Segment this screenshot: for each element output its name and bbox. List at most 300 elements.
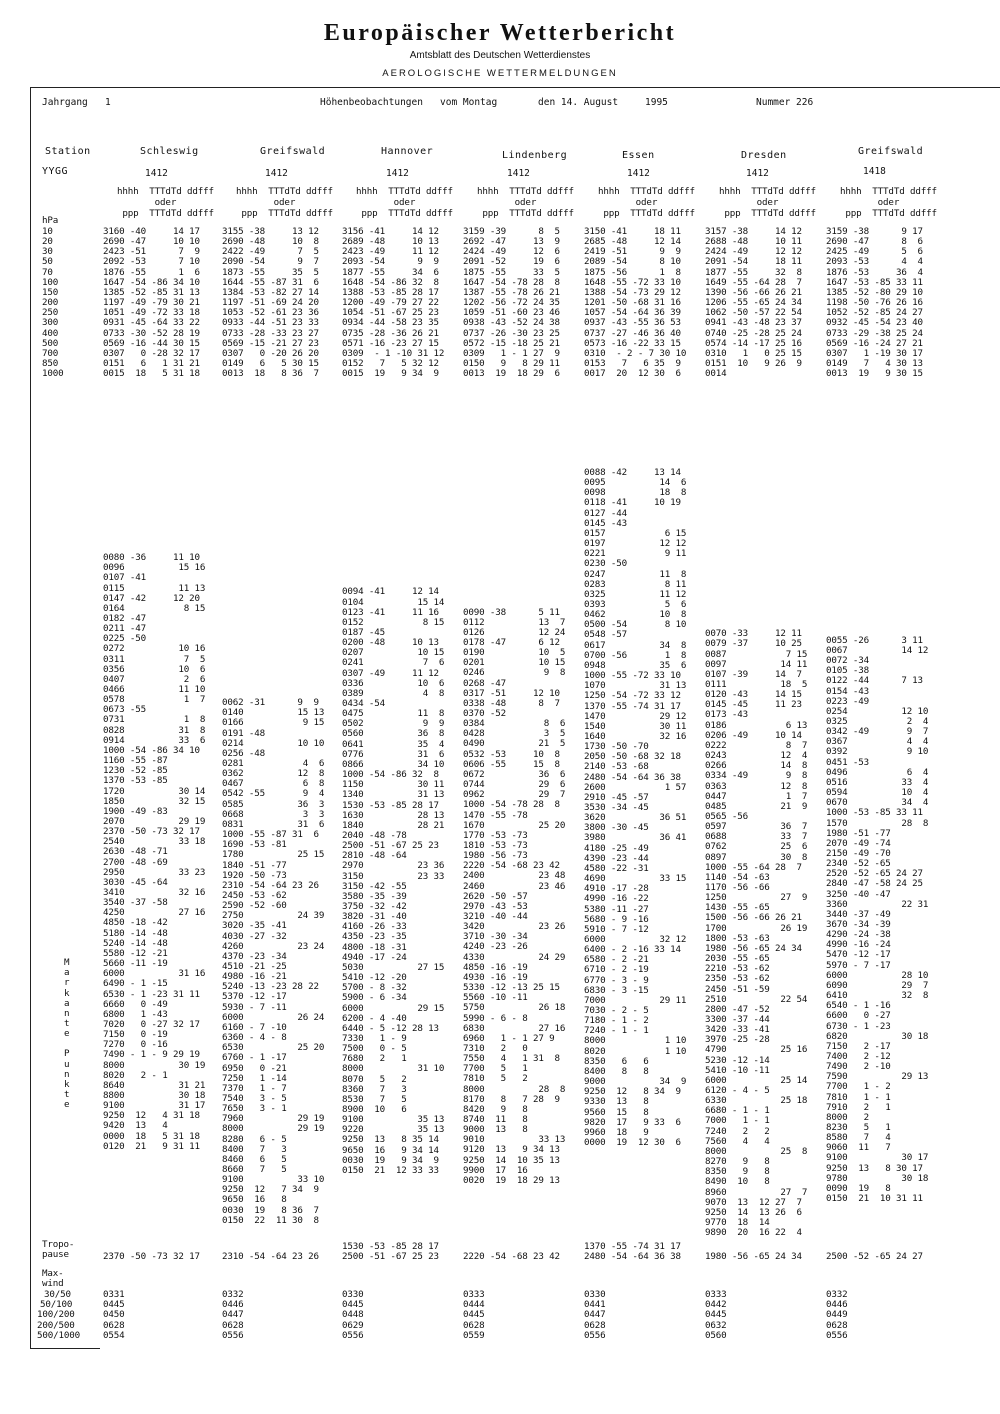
- pressure-level-label: 200: [42, 297, 59, 309]
- column-header: hhhh TTTdTd ddfff: [477, 186, 574, 197]
- tropopause-value: 2310 -54 -64 23 26: [222, 1251, 319, 1262]
- significant-point-row: 1850 32 15: [103, 795, 206, 807]
- significant-point-row: 3580 -35 -39: [342, 890, 407, 902]
- max-wind-value: 0628: [826, 1319, 848, 1331]
- significant-point-row: 8000 29 19: [222, 1123, 325, 1135]
- significant-point-row: 0120 -43 14 15: [705, 689, 802, 701]
- significant-point-row: 8360 7 3: [342, 1083, 407, 1095]
- significant-point-row: 0206 -49 10 14: [705, 729, 802, 741]
- significant-point-row: 0030 19 8 36 7: [222, 1204, 319, 1216]
- significant-point-row: 1730 -50 -70: [584, 741, 649, 752]
- significant-point-row: 0072 -34: [826, 655, 870, 666]
- significant-point-row: 6820 30 18: [826, 1030, 929, 1042]
- standard-level-row: 0307 1 -19 30 17: [826, 347, 923, 359]
- standard-level-row: 0310 - 2 - 7 30 10: [584, 347, 687, 359]
- significant-point-row: 6950 0 -21: [222, 1062, 287, 1074]
- standard-level-row: 0938 -43 -52 24 38: [463, 317, 560, 329]
- standard-level-row: 3155 -38 13 12: [222, 226, 319, 237]
- significant-point-row: 0079 -37 10 25: [705, 638, 802, 650]
- significant-points-letter: a: [64, 997, 70, 1009]
- standard-level-row: 1876 -53 36 4: [826, 266, 923, 278]
- significant-point-row: 2210 -53 -62: [705, 963, 770, 975]
- station-name: Greifswald: [858, 146, 924, 157]
- significant-point-row: 4240 -23 -26: [463, 941, 528, 953]
- significant-point-row: 2510 22 54: [705, 993, 808, 1005]
- significant-point-row: 0776 31 6: [342, 748, 445, 760]
- significant-point-row: 6580 - 2 -21: [584, 954, 649, 966]
- bulletin-title: Europäischer Wetterbericht: [323, 20, 677, 46]
- standard-level-row: 1053 -52 -61 23 36: [222, 307, 319, 319]
- significant-point-row: 5900 - 6 -34: [342, 992, 407, 1004]
- tropopause-value: 2370 -50 -73 32 17: [103, 1251, 200, 1262]
- standard-level-row: 1062 -50 -57 22 54: [705, 307, 802, 319]
- significant-point-row: 5180 -14 -48: [103, 927, 168, 939]
- significant-point-row: 0281 4 6: [222, 758, 325, 769]
- significant-point-row: 3440 -37 -49: [826, 908, 891, 920]
- significant-point-row: 3020 -35 -41: [222, 920, 287, 932]
- significant-points-letter: e: [64, 1099, 70, 1111]
- significant-point-row: 0221 9 11: [584, 548, 687, 560]
- significant-point-row: 0428 3 5: [463, 728, 566, 740]
- standard-level-row: 3160 -40 14 17: [103, 226, 200, 237]
- standard-level-row: 0737 -26 -30 23 25: [463, 327, 560, 339]
- significant-point-row: 6200 - 4 -40: [342, 1012, 407, 1024]
- significant-point-row: 1000 -55 -64 28 7: [705, 861, 802, 873]
- significant-point-row: 6760 - 1 -17: [222, 1052, 287, 1064]
- significant-point-row: 7960 29 19: [222, 1113, 325, 1125]
- significant-point-row: 1230 -52 -85: [103, 765, 168, 777]
- significant-point-row: 1670 25 20: [463, 819, 566, 831]
- column-header: hhhh TTTdTd ddfff: [719, 186, 816, 197]
- significant-point-row: 4250 27 16: [103, 907, 206, 919]
- significant-point-row: 1140 -54 -63: [705, 871, 770, 883]
- standard-level-row: 0574 -14 -17 25 16: [705, 337, 802, 349]
- significant-point-row: 0565 -56: [705, 810, 749, 822]
- pressure-level-label: 500: [42, 337, 59, 349]
- standard-level-row: 0572 -15 -18 25 21: [463, 337, 560, 349]
- significant-points-letter: e: [64, 1028, 70, 1039]
- significant-point-row: 2540 33 18: [103, 836, 206, 848]
- significant-point-row: 0105 -38: [826, 665, 870, 677]
- significant-point-row: 7030 - 2 - 5: [584, 1005, 649, 1016]
- standard-level-row: 0149 7 4 30 13: [826, 358, 923, 369]
- significant-point-row: 0617 34 8: [584, 639, 687, 651]
- significant-point-row: 0392 9 10: [826, 746, 929, 758]
- significant-point-row: 0211 -47: [103, 623, 147, 634]
- significant-point-row: 6490 - 1 -15: [103, 978, 168, 990]
- significant-point-row: 6530 - 1 -23 31 11: [103, 988, 200, 1000]
- significant-point-row: 2480 -54 -64 36 38: [584, 771, 681, 783]
- tropopause-value: 2480 -54 -64 36 38: [584, 1251, 681, 1263]
- significant-point-row: 8000 28 8: [463, 1083, 566, 1095]
- significant-point-row: 8580 7 4: [826, 1132, 891, 1144]
- significant-point-row: 6530 25 20: [222, 1042, 325, 1054]
- significant-point-row: 0207 10 15: [342, 647, 445, 659]
- significant-point-row: 2800 -47 -52: [705, 1003, 770, 1015]
- significant-point-row: 3360 22 31: [826, 898, 929, 910]
- significant-point-row: 7250 1 -14: [222, 1072, 287, 1084]
- significant-point-row: 7240 - 1 - 1: [584, 1025, 649, 1037]
- weekday-label: vom Montag: [440, 97, 498, 108]
- significant-point-row: 2910 -45 -57: [584, 791, 649, 803]
- significant-point-row: 2040 -48 -78: [342, 829, 407, 841]
- significant-point-row: 0700 -56 1 8: [584, 649, 687, 661]
- standard-level-row: 2690 -48 10 8: [222, 236, 319, 248]
- significant-point-row: 6000 28 10: [826, 969, 929, 981]
- pressure-level-label: 250: [42, 307, 59, 319]
- standard-level-row: 0309 - 1 -10 31 12: [342, 347, 445, 359]
- significant-point-row: 2350 -53 -62: [705, 973, 770, 985]
- significant-point-row: 9420 13 4: [103, 1120, 168, 1132]
- significant-point-row: 0096 15 16: [103, 562, 206, 574]
- standard-level-row: 2424 -49 12 12: [705, 246, 802, 258]
- significant-point-row: 2810 -48 -64: [342, 850, 407, 862]
- pressure-level-label: 20: [42, 236, 53, 248]
- significant-point-row: 1160 -55 -87: [103, 755, 168, 766]
- significant-point-row: 0088 -42 13 14: [584, 467, 681, 478]
- significant-point-row: 9100 30 17: [826, 1152, 929, 1164]
- significant-point-row: 3410 32 16: [103, 887, 206, 898]
- significant-point-row: 6400 - 2 -16 33 14: [584, 944, 681, 955]
- significant-point-row: 0594 10 4: [826, 787, 929, 798]
- significant-point-row: 2070 29 19: [103, 815, 206, 827]
- standard-level-row: 1877 -55 34 6: [342, 266, 439, 278]
- significant-point-row: 3210 -40 -44: [463, 911, 528, 922]
- standard-level-row: 0149 6 5 30 15: [222, 358, 319, 369]
- significant-point-row: 4940 -17 -24: [342, 951, 407, 963]
- standard-level-row: 3159 -39 8 5: [463, 226, 560, 237]
- significant-point-row: 0866 34 10: [342, 758, 445, 770]
- significant-point-row: 1630 28 13: [342, 809, 445, 821]
- significant-point-row: 0542 -55 9 4: [222, 788, 325, 800]
- wind-layer-label: 50/100: [40, 1299, 73, 1311]
- standard-level-row: 0934 -44 -58 23 35: [342, 317, 439, 329]
- significant-point-row: 0112 13 7: [463, 616, 566, 628]
- standard-level-row: 1388 -53 -85 28 17: [342, 286, 439, 298]
- significant-point-row: 0762 25 6: [705, 841, 808, 853]
- standard-level-row: 3157 -38 14 12: [705, 226, 802, 237]
- tropopause-value: 1530 -53 -85 28 17: [342, 1241, 439, 1252]
- significant-point-row: 6330 25 18: [705, 1095, 808, 1107]
- column-header-oder: oder: [477, 197, 537, 208]
- significant-point-row: 0090 -38 5 11: [463, 606, 560, 618]
- significant-point-row: 8000 1 10: [584, 1035, 687, 1047]
- significant-point-row: 0150 21 10 31 11: [826, 1193, 923, 1204]
- station-yygg: 1412: [507, 168, 530, 179]
- bottom-rule: [30, 1348, 100, 1349]
- standard-level-row: 1390 -56 -66 26 21: [705, 286, 802, 298]
- significant-point-row: 1170 -56 -66: [705, 882, 770, 893]
- significant-point-row: 8350 9 8: [705, 1166, 770, 1178]
- significant-points-letter: P: [64, 1048, 70, 1060]
- significant-point-row: 1690 -53 -81: [222, 839, 287, 851]
- significant-point-row: 0062 -31 9 9: [222, 697, 319, 708]
- standard-level-row: 0569 -15 -21 27 23: [222, 337, 319, 349]
- standard-level-row: 2425 -49 5 6: [826, 246, 923, 258]
- significant-point-row: 0243 12 4: [705, 750, 808, 761]
- significant-point-row: 9770 18 14: [705, 1216, 770, 1228]
- significant-point-row: 0230 -50: [584, 558, 628, 570]
- max-wind-value: 0560: [705, 1329, 727, 1341]
- significant-point-row: 5240 -14 -48: [103, 937, 168, 949]
- significant-point-row: 9820 17 9 33 6: [584, 1116, 681, 1128]
- station-name: Dresden: [741, 150, 787, 161]
- significant-point-row: 0475 11 8: [342, 708, 445, 720]
- significant-point-row: 0578 1 7: [103, 694, 206, 706]
- significant-point-row: 0485 21 9: [705, 800, 808, 812]
- significant-point-row: 0095 14 6: [584, 477, 687, 489]
- max-wind-value: 0444: [463, 1299, 485, 1311]
- pressure-level-label: 400: [42, 327, 59, 339]
- significant-point-row: 2310 -54 -64 23 26: [222, 879, 319, 891]
- significant-point-row: 6000 31 16: [103, 968, 206, 980]
- significant-point-row: 2600 1 57: [584, 781, 687, 793]
- standard-level-row: 0013 18 8 36 7: [222, 368, 319, 380]
- significant-point-row: 0307 -49 11 12: [342, 667, 439, 679]
- significant-point-row: 5030 27 15: [342, 961, 445, 973]
- significant-point-row: 5410 -12 -20: [342, 972, 407, 983]
- standard-level-row: 1649 -55 -64 28 7: [705, 276, 802, 288]
- significant-point-row: 6770 - 3 - 9: [584, 974, 649, 986]
- station-name: Lindenberg: [502, 150, 568, 161]
- significant-point-row: 1500 -56 -66 26 21: [705, 912, 802, 924]
- station-label: Station: [45, 146, 91, 157]
- significant-point-row: 6710 - 2 -19: [584, 964, 649, 976]
- significant-point-row: 1570 28 8: [826, 817, 929, 829]
- standard-level-row: 0573 -16 -22 33 15: [584, 337, 681, 349]
- significant-point-row: 2750 24 39: [222, 910, 325, 922]
- significant-point-row: 5230 -12 -14: [705, 1054, 770, 1066]
- significant-point-row: 0104 15 14: [342, 596, 445, 608]
- significant-points-letter: k: [64, 987, 70, 999]
- column-header-oder: oder: [356, 197, 416, 208]
- significant-point-row: 8170 8 7 28 9: [463, 1093, 560, 1105]
- significant-points-letter: r: [64, 977, 70, 989]
- standard-level-row: 0937 -43 -55 36 53: [584, 317, 681, 329]
- significant-point-row: 0115 11 13: [103, 582, 206, 594]
- significant-point-row: 9120 13 9 34 13: [463, 1144, 560, 1156]
- significant-point-row: 1840 -51 -77: [222, 859, 287, 871]
- significant-point-row: 1980 -56 -65 24 34: [705, 942, 802, 954]
- significant-point-row: 9000 13 8: [463, 1124, 528, 1136]
- standard-level-row: 2690 -47 10 10: [103, 236, 200, 248]
- significant-point-row: 8960 27 7: [705, 1186, 808, 1198]
- significant-point-row: 6000 25 14: [705, 1074, 808, 1086]
- significant-point-row: 7400 2 -12: [826, 1050, 891, 1062]
- significant-point-row: 0223 -49: [826, 695, 870, 707]
- significant-point-row: 7500 0 - 5: [342, 1043, 407, 1054]
- significant-point-row: 0020 19 18 29 13: [463, 1174, 560, 1186]
- wind-layer-label: 30/50: [44, 1289, 71, 1300]
- max-wind-value: 0445: [103, 1299, 125, 1311]
- standard-level-row: 2689 -48 10 13: [342, 236, 439, 248]
- hpa-label: hPa: [42, 215, 59, 226]
- significant-point-row: 9650 16 8: [222, 1194, 287, 1206]
- significant-point-row: 1070 31 13: [584, 680, 687, 692]
- significant-point-row: 0338 -48 8 7: [463, 697, 560, 709]
- standard-level-row: 1197 -49 -79 30 21: [103, 297, 200, 309]
- column-header-oder: oder: [840, 197, 900, 208]
- significant-point-row: 4290 -24 -38: [826, 929, 891, 941]
- significant-point-row: 0367 4 4: [826, 736, 929, 748]
- max-wind-label: wind: [42, 1278, 64, 1290]
- max-wind-value: 0448: [342, 1309, 364, 1321]
- standard-level-row: 2092 -53 7 10: [103, 256, 200, 268]
- significant-point-row: 5700 - 8 -32: [342, 982, 407, 994]
- significant-point-row: 0948 35 6: [584, 659, 687, 671]
- significant-point-row: 0311 7 5: [103, 653, 206, 665]
- significant-point-row: 1340 31 13: [342, 789, 445, 801]
- significant-point-row: 6680 - 1 - 1: [705, 1105, 770, 1117]
- issue-number: Nummer 226: [756, 97, 814, 108]
- standard-level-row: 0015 19 9 34 9: [342, 368, 439, 380]
- significant-point-row: 0098 18 8: [584, 487, 687, 499]
- standard-level-row: 2419 -51 9 9: [584, 246, 681, 258]
- significant-point-row: 0447 1 7: [705, 790, 808, 802]
- standard-level-row: 0017 20 12 30 6: [584, 368, 681, 380]
- column-header: ppp TTTdTd ddfff: [840, 208, 937, 219]
- pressure-level-label: 100: [42, 276, 59, 288]
- significant-point-row: 1370 -53 -85: [103, 775, 168, 787]
- significant-point-row: 7650 3 - 1: [222, 1103, 287, 1114]
- significant-point-row: 0384 8 6: [463, 718, 566, 730]
- significant-point-row: 9100 31 17: [103, 1100, 206, 1112]
- significant-point-row: 7810 1 - 1: [826, 1091, 891, 1103]
- significant-point-row: 1770 -53 -73: [463, 829, 528, 841]
- significant-point-row: 0173 -43: [705, 709, 749, 721]
- significant-point-row: 0268 -47: [463, 677, 507, 689]
- significant-point-row: 0070 -33 12 11: [705, 628, 802, 640]
- significant-point-row: 2340 -52 -65: [826, 858, 891, 869]
- significant-point-row: 3150 -42 -55: [342, 880, 407, 892]
- significant-point-row: 0266 14 8: [705, 760, 808, 772]
- significant-point-row: 8660 7 5: [222, 1164, 287, 1175]
- max-wind-value: 0628: [463, 1319, 485, 1331]
- standard-level-row: 1877 -55 32 8: [705, 266, 802, 278]
- max-wind-value: 0556: [826, 1329, 848, 1341]
- significant-points-letter: u: [64, 1058, 70, 1070]
- significant-point-row: 1000 -55 -72 33 10: [584, 670, 681, 681]
- significant-point-row: 9060 11 7: [826, 1142, 891, 1154]
- station-name: Essen: [622, 150, 655, 161]
- max-wind-value: 0331: [103, 1289, 125, 1300]
- significant-point-row: 2370 -50 -73 32 17: [103, 826, 200, 837]
- significant-point-row: 4850 -16 -19: [463, 961, 528, 973]
- significant-point-row: 2630 -48 -71: [103, 846, 168, 858]
- significant-point-row: 0363 12 8: [705, 780, 808, 792]
- significant-point-row: 0241 7 6: [342, 657, 445, 669]
- significant-point-row: 2970 -43 -53: [463, 900, 528, 912]
- standard-level-row: 0932 -45 -54 23 40: [826, 317, 923, 329]
- significant-point-row: 0641 35 4: [342, 738, 445, 750]
- significant-point-row: 0334 -49 9 8: [705, 770, 808, 782]
- significant-point-row: 5990 - 6 - 8: [463, 1012, 528, 1024]
- significant-point-row: 4990 -16 -24: [826, 939, 891, 951]
- standard-level-row: 0015 18 5 31 18: [103, 368, 200, 380]
- bulletin-subtitle: Amtsblatt des Deutschen Wetterdienstes: [409, 50, 591, 61]
- standard-level-row: 0013 19 9 30 15: [826, 368, 923, 380]
- significant-point-row: 3030 -45 -64: [103, 876, 168, 888]
- significant-point-row: 5680 - 9 -16: [584, 913, 649, 925]
- significant-point-row: 0283 8 11: [584, 578, 687, 590]
- significant-point-row: 0067 14 12: [826, 644, 929, 656]
- significant-point-row: 0370 -52: [463, 708, 507, 719]
- tropopause-label: Tropo-: [42, 1239, 75, 1250]
- station-name: Schleswig: [140, 146, 199, 157]
- station-yygg: 1412: [265, 168, 288, 179]
- significant-point-row: 2050 -50 -68 32 18: [584, 751, 681, 763]
- significant-point-row: 7370 1 - 7: [222, 1082, 287, 1094]
- standard-level-row: 1387 -55 -78 26 21: [463, 286, 560, 298]
- wind-layer-label: 100/200: [37, 1309, 75, 1321]
- significant-point-row: 0147 -42 12 20: [103, 592, 200, 604]
- station-yygg: 1412: [145, 168, 168, 179]
- standard-level-row: 0941 -43 -48 23 37: [705, 317, 802, 329]
- significant-point-row: 0200 -48 10 13: [342, 637, 439, 648]
- wind-layer-label: 500/1000: [37, 1329, 81, 1341]
- significant-point-row: 0585 36 3: [222, 798, 325, 810]
- significant-point-row: 6660 0 -49: [103, 998, 168, 1010]
- significant-point-row: 1640 32 16: [584, 730, 687, 742]
- standard-level-row: 0569 -16 -24 27 21: [826, 337, 923, 349]
- max-wind-value: 0445: [463, 1309, 485, 1321]
- significant-point-row: 4580 -22 -31: [584, 862, 649, 874]
- significant-point-row: 0256 -48: [222, 747, 266, 759]
- significant-point-row: 0467 6 8: [222, 778, 325, 790]
- significant-point-row: 7000 29 11: [584, 994, 687, 1006]
- max-wind-value: 0446: [826, 1299, 848, 1311]
- significant-point-row: 8270 9 8: [705, 1156, 770, 1167]
- significant-point-row: 8800 30 18: [103, 1090, 206, 1101]
- significant-point-row: 9010 33 13: [463, 1134, 566, 1146]
- significant-point-row: 4370 -23 -34: [222, 950, 287, 962]
- standard-level-row: 0735 -28 -36 26 21: [342, 327, 439, 339]
- max-wind-value: 0449: [826, 1309, 848, 1321]
- significant-point-row: 4930 -16 -19: [463, 971, 528, 983]
- significant-point-row: 4790 25 16: [705, 1044, 808, 1056]
- significant-point-row: 7700 1 - 2: [826, 1081, 891, 1093]
- significant-point-row: 5910 - 7 -12: [584, 923, 649, 935]
- significant-point-row: 9250 14 13 26 6: [705, 1206, 802, 1218]
- significant-point-row: 5560 -10 -11: [463, 992, 528, 1004]
- standard-level-row: 1388 -54 -73 29 12: [584, 286, 681, 298]
- significant-point-row: 0317 -51 12 10: [463, 687, 560, 699]
- pressure-level-label: 50: [42, 256, 53, 268]
- significant-point-row: 0087 7 15: [705, 648, 808, 660]
- standard-level-row: 1197 -51 -69 24 20: [222, 297, 319, 309]
- standard-level-row: 1648 -54 -86 32 8: [342, 276, 439, 288]
- significant-point-row: 8000 25 8: [705, 1145, 808, 1157]
- significant-point-row: 8900 10 6: [342, 1104, 407, 1115]
- significant-points-letter: a: [64, 967, 70, 979]
- max-wind-value: 0628: [222, 1319, 244, 1331]
- standard-level-row: 1385 -52 -80 29 10: [826, 286, 923, 298]
- significant-point-row: 0094 -41 12 14: [342, 586, 439, 598]
- significant-point-row: 6090 29 7: [826, 979, 929, 991]
- station-yygg: 1418: [863, 166, 886, 177]
- standard-level-row: 2690 -47 8 6: [826, 236, 923, 248]
- significant-point-row: 2620 -50 -57: [463, 890, 528, 902]
- significant-point-row: 1720 30 14: [103, 785, 206, 797]
- standard-level-row: 0931 -45 -64 33 22: [103, 317, 200, 329]
- significant-point-row: 3820 -31 -40: [342, 911, 407, 923]
- max-wind-value: 0446: [222, 1299, 244, 1311]
- standard-level-row: 1648 -55 -72 33 10: [584, 276, 681, 288]
- tropopause-value: 1370 -55 -74 31 17: [584, 1241, 681, 1252]
- significant-point-row: 0336 10 6: [342, 677, 445, 689]
- significant-points-letter: t: [64, 1089, 70, 1100]
- standard-level-row: 1202 -56 -72 24 35: [463, 297, 560, 309]
